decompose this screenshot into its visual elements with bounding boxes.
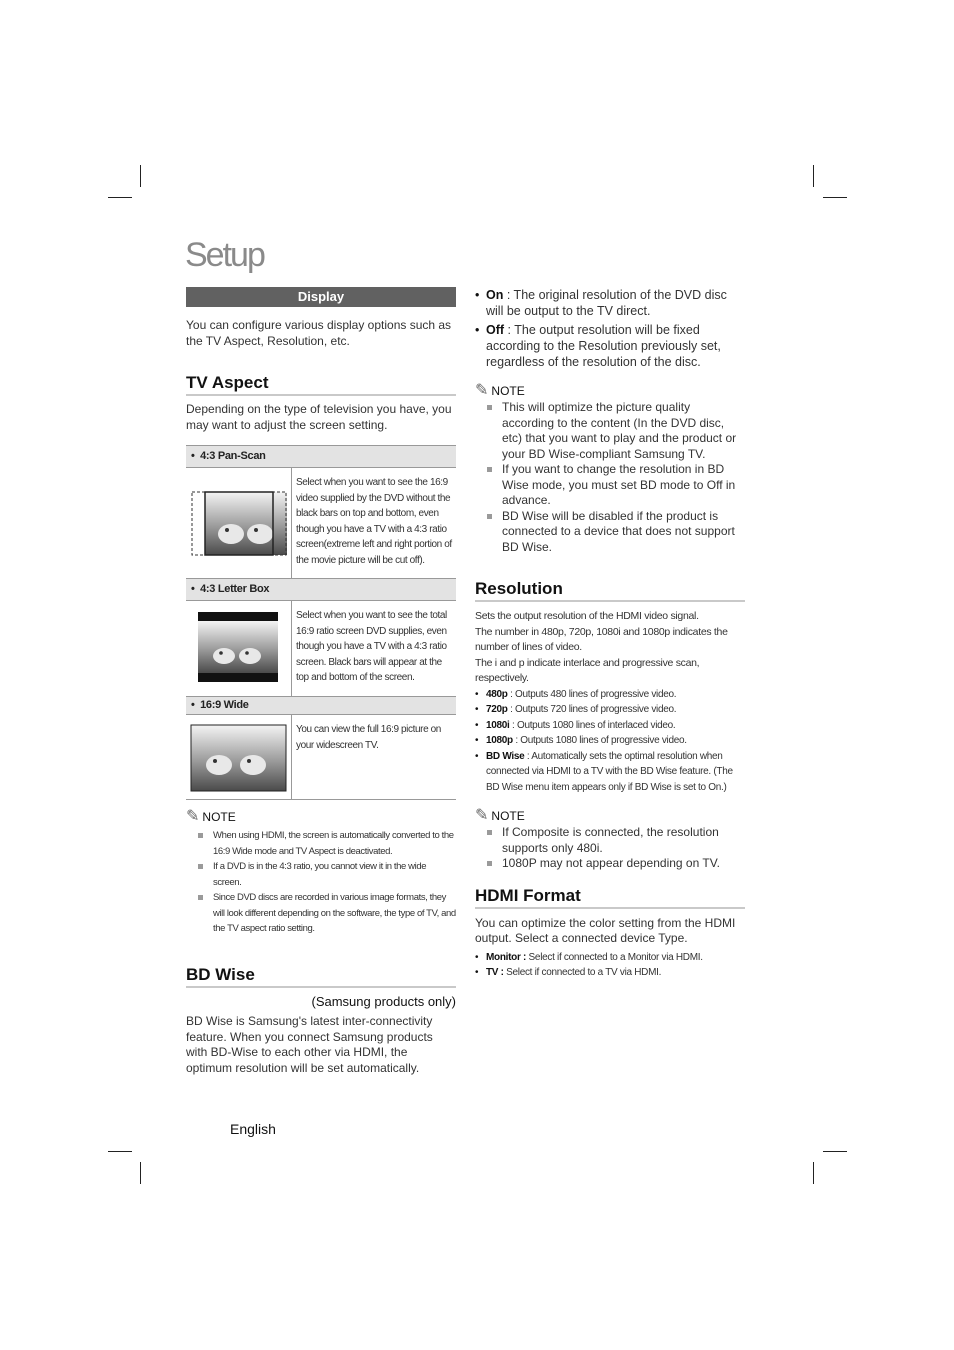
hdmi-format-heading: HDMI Format [475, 886, 745, 909]
aspect-option-header: • 4:3 Pan-Scan [186, 446, 456, 468]
option-text: : The output resolution will be fixed according to the Resolution previously set, regardless of the resolution of the disc. [486, 323, 721, 369]
pan-scan-illustration [186, 468, 292, 579]
aspect-option-description: Select when you want to see the total 16:9 ratio screen DVD supplies, even though you have a TV with a 4:3 ratio screen. Black bars will appear at the top and bottom of the screen. [292, 601, 457, 697]
resolution-options [475, 687, 745, 796]
aspect-option-row [186, 715, 456, 800]
left-column [186, 287, 456, 1076]
option-term: 480p [486, 688, 508, 700]
option-text: Select if connected to a TV via HDMI. [503, 967, 662, 978]
note-item: 1080P may not appear depending on TV. [475, 856, 745, 872]
aspect-option-description: Select when you want to see the 16:9 video supplied by the DVD without the black bars on top and bottom, even though you have a TV with a 4:3 ratio screen(extreme left and right portion of the movie picture will be cut off). [292, 468, 457, 579]
option-term: On [486, 288, 504, 302]
page-title: Setup [185, 236, 264, 274]
note-label: NOTE [491, 809, 525, 823]
option-term: 1080i [486, 719, 510, 731]
resolution-option [475, 687, 745, 703]
option-text: : Outputs 1080 lines of progressive video. [512, 735, 687, 746]
resolution-option [475, 718, 745, 734]
crop-mark [108, 197, 132, 198]
option-term: TV : [486, 967, 504, 978]
crop-mark [813, 1162, 814, 1184]
note-item: If you want to change the resolution in BD Wise mode, you must set BD mode to Off in advance. [475, 462, 745, 509]
note-item: When using HDMI, the screen is automatically converted to the 16:9 Wide mode and TV Aspect is deactivated. [186, 828, 456, 859]
note-item: If a DVD is in the 4:3 ratio, you cannot view it in the wide screen. [186, 859, 456, 890]
wide-image [186, 715, 291, 800]
aspect-option-row [186, 468, 456, 579]
option-text: Select if connected to a Monitor via HDMI. [526, 951, 703, 963]
crop-mark [823, 197, 847, 198]
option-text: : The original resolution of the DVD disc will be output to the TV direct. [486, 288, 727, 318]
aspect-option-row [186, 601, 456, 697]
option-text: : Outputs 720 lines of progressive video. [507, 704, 677, 715]
right-column [475, 287, 745, 981]
aspect-option-label: 4:3 Letter Box [200, 583, 270, 595]
resolution-option [475, 749, 745, 796]
note-item: If Composite is connected, the resolution supports only 480i. [475, 825, 745, 856]
bd-wise-option [475, 322, 745, 370]
crop-mark [108, 1151, 132, 1152]
bd-wise-heading: BD Wise [186, 965, 456, 988]
pencil-icon: ✎ [475, 807, 489, 824]
aspect-option-description: You can view the full 16:9 picture on your widescreen TV. [292, 715, 457, 800]
letter-box-illustration [186, 601, 292, 697]
resolution-notes [475, 825, 745, 872]
bd-wise-intro: BD Wise is Samsung's latest inter-connectivity feature. When you connect Samsung products with BD-Wise to each other via HDMI, the optimum resolution will be set automatically. [186, 1014, 433, 1075]
note-item: This will optimize the picture quality according to the content (In the DVD disc, etc) that you want to play and the product or your BD Wise-compliant Samsung TV. [475, 400, 745, 462]
footer-language: English [230, 1121, 276, 1137]
pan-scan-image [186, 468, 291, 579]
aspect-option-header: • 4:3 Letter Box [186, 579, 456, 601]
section-bar-display: Display [186, 287, 456, 307]
crop-mark [823, 1151, 847, 1152]
note-label: NOTE [491, 384, 525, 398]
tv-aspect-note-title [186, 810, 456, 824]
letter-box-image [186, 601, 291, 697]
resolution-intro-line: The number in 480p, 720p, 1080i and 1080p indicates the number of lines of video. [475, 625, 728, 653]
resolution-option [475, 733, 745, 749]
resolution-note-title [475, 809, 745, 823]
hdmi-format-option [475, 950, 745, 966]
display-intro: You can configure various display options such as the TV Aspect, Resolution, etc. [186, 318, 452, 348]
option-text: : Outputs 1080 lines of interlaced video. [509, 719, 676, 731]
hdmi-format-intro: You can optimize the color setting from the HDMI output. Select a connected device Type. [475, 915, 736, 945]
option-term: 720p [486, 704, 508, 715]
bd-wise-note-title [475, 384, 745, 398]
option-text: : Automatically sets the optimal resolution when connected via HDMI to a TV with the BD Wise feature. (The BD Wise menu item appears only if BD Wise is set to On.) [486, 750, 733, 793]
tv-aspect-notes [186, 828, 456, 937]
bd-wise-options [475, 287, 745, 370]
note-item: BD Wise will be disabled if the product is connected to a device that does not support BD Wise. [475, 509, 745, 556]
option-term: BD Wise [486, 750, 525, 762]
tv-aspect-heading: TV Aspect [186, 373, 456, 396]
tv-aspect-intro: Depending on the type of television you have, you may want to adjust the screen setting. [186, 402, 452, 432]
crop-mark [140, 1162, 141, 1184]
crop-mark [813, 165, 814, 187]
crop-mark [140, 165, 141, 187]
aspect-option-label: 16:9 Wide [200, 699, 249, 711]
resolution-heading: Resolution [475, 579, 745, 602]
bd-wise-option [475, 287, 745, 319]
bd-wise-notes [475, 400, 745, 555]
wide-illustration [186, 715, 292, 800]
pencil-icon: ✎ [475, 382, 489, 399]
aspect-option-header: • 16:9 Wide [186, 697, 456, 715]
option-term: Off [486, 323, 505, 337]
note-label: NOTE [202, 810, 236, 824]
aspect-table [186, 445, 456, 800]
resolution-intro-line: The i and p indicate interlace and progressive scan, respectively. [475, 656, 700, 684]
aspect-option-label: 4:3 Pan-Scan [200, 450, 266, 462]
resolution-intro [475, 609, 745, 687]
hdmi-format-options [475, 950, 745, 981]
pencil-icon: ✎ [186, 808, 200, 825]
hdmi-format-option [475, 965, 745, 981]
option-text: : Outputs 480 lines of progressive video. [507, 688, 677, 700]
resolution-intro-line: Sets the output resolution of the HDMI video signal. [475, 610, 699, 622]
note-item: Since DVD discs are recorded in various image formats, they will look different depending on the software, the type of TV, and the TV aspect ratio setting. [186, 890, 456, 937]
option-term: Monitor : [486, 951, 527, 963]
option-term: 1080p [486, 735, 513, 746]
resolution-option [475, 702, 745, 718]
bd-wise-subtitle: (Samsung products only) [311, 993, 456, 1009]
